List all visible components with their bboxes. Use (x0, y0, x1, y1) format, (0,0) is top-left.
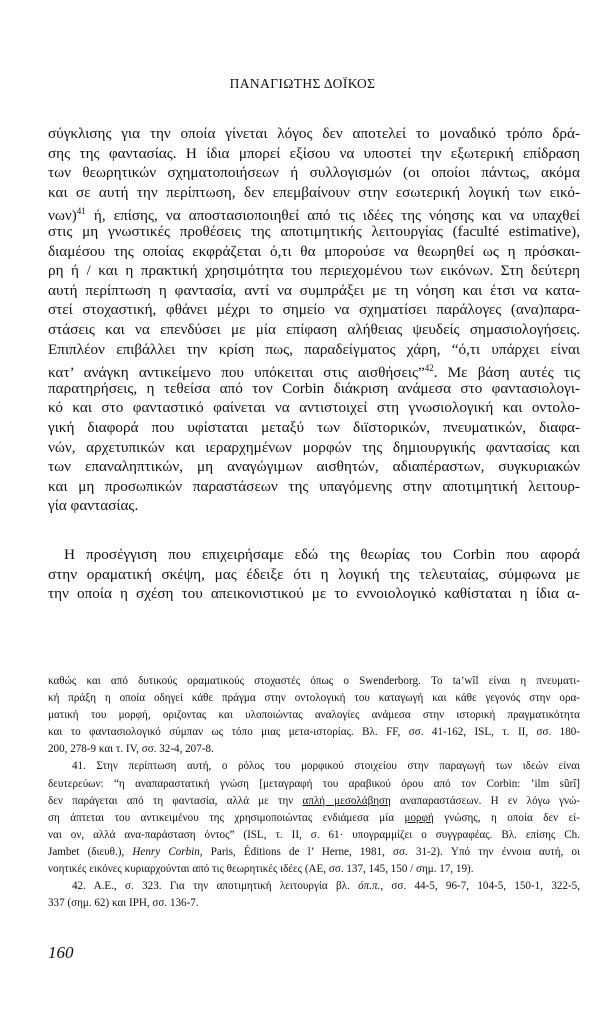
running-header: ΠΑΝΑΓΙΩΤΗΣ ΔΟΪΚΟΣ (229, 76, 376, 91)
text-line (48, 202, 580, 225)
text-line: διαμέσου της οποίας εκφράζεται ό,τι θα μπορούσε να θεωρηθεί ως η πρόσκαι- (48, 242, 580, 260)
text-line: στάσεις και να επενδύσει με μία επίφαση αλήθειας ψευδείς σημασιολογήσεις. (48, 320, 580, 338)
text-span: . Με βάση αυτές τις (433, 364, 581, 382)
italic-abbrev: όπ.π. (358, 880, 381, 893)
page-number: 160 (48, 943, 74, 962)
underlined-text: μορφή (404, 811, 434, 824)
text-line: σης της φαντασίας. Η ίδια μπορεί εξίσου να υποστεί την εξωτερική επίδραση (48, 144, 580, 162)
text-span: δεν παράγεται από τη φαντασία, αλλά με την (48, 794, 303, 807)
text-span: γνώσης, η οποία δεν εί- (433, 811, 580, 824)
text-line: την οποία η σχέση του απεικονιστικού με το εννοιολογικό καθίσταται η ίδια α- (48, 585, 580, 603)
footnote-41-line (48, 810, 580, 827)
text-line: παρατηρήσεις, η τεθείσα από τον Corbin διάκριση ανάμεσα στο φαντασιολογι- (48, 379, 580, 397)
text-line: κό και στο φανταστικό φαίνεται να αντιστοιχεί στη γνωσιολογική και οντολο- (48, 399, 580, 417)
footnote-ref-42: 42 (424, 363, 434, 374)
text-span: Jambet (διευθ.), (48, 845, 133, 858)
footnote-41-line: δευτερεύων: “η αναπαραστατική γνώση [μεταγραφή του αραβικού όρου από τον Corbin: ’ilm sûrî] (48, 777, 580, 790)
text-line: στην οραματική σκέψη, μας έδειξε ότι η λογική της τελευταίας, σύμφωνα με (48, 565, 580, 583)
underlined-text: απλή μεσολάβηση (302, 794, 391, 807)
main-paragraph (48, 124, 580, 516)
text-span: ση άπτεται του αντικειμένου της χρησιμοποιώντας ενδιάμεσα μία (48, 811, 405, 824)
text-line (48, 359, 581, 382)
text-line: αυτή περίπτωση η φαντασία, αντί να συμπράξει με τη νόηση και έτσι να κατα- (48, 281, 580, 299)
text-line: Επιπλέον επιβάλλει την κρίση πως, παραδείγματος χάρη, “ό,τι υπάρχει είναι (48, 340, 580, 358)
text-line: και σε αυτή την περίπτωση, δεν επεμβαίνουν στην εσωτερική λογική των εικό- (48, 183, 580, 201)
text-span: , σσ. 44-5, 96-7, 104-5, 150-1, 322-5, (380, 880, 580, 893)
footnote-line: 200, 278-9 και τ. IV, σσ. 32-4, 207-8. (48, 743, 214, 756)
text-line: Η προσέγγιση που επιχειρήσαμε εδώ της θεωρίας του Corbin που αφορά (64, 546, 580, 563)
text-span: 42. Α.Ε., σ. 323. Για την αποτιμητική λειτουργία βλ. (72, 880, 359, 893)
text-span: ή, επίσης, να αποστασιοποιηθεί από τις ιδέες της νόησης και να υπαχθεί (85, 207, 580, 225)
text-line: των θεωρητικών σχηματοποιήσεων ή συλλογισμών (οι οποίοι πάντως, ακόμα (48, 164, 580, 182)
text-line: γική διαφορά που υφίσταται μεταξύ των διϊστορικών, πνευματικών, διαφα- (48, 418, 580, 436)
text-line: ρη ή / και η πρακτική χρησιμότητα του περιεχομένου των εικόνων. Στη δεύτερη (48, 262, 580, 280)
text-span: , Paris, Éditions de l’ Herne, 1981, σσ. 31-2). Υπό την έννοια αυτή, οι (199, 845, 581, 858)
footnotes (48, 673, 580, 912)
footnote-41-line: ναι ον, αλλά ανα-παράσταση όντος” (ISL, τ. II, σ. 61· υπογραμμίζει ο συγγραφέας. Βλ. επίσης Ch. (48, 828, 580, 841)
text-line: στεί στοχαστική, φθάνει μέχρι το σημείο να σχηματίσει παράλογες (ανα)παρα- (48, 301, 580, 319)
italic-title: Henry Corbin (132, 845, 200, 858)
footnote-41-line (48, 844, 580, 861)
text-line: των επαναληπτικών, μη αναγώγιμων αισθητών, αδιαπέραστων, συγκυριακών (48, 458, 580, 476)
second-paragraph (48, 545, 580, 604)
footnote-41-line (48, 793, 580, 810)
text-line: γία φαντασίας. (48, 497, 139, 515)
footnote-line: κή πράξη η οποία οδηγεί κάθε πράγμα στην οντολογική του καταγωγή και κάθε γεγονός στην ορα- (48, 692, 580, 705)
footnote-ref-41: 41 (76, 206, 86, 217)
footnote-line: ματική του μορφή, οριζοντας και υλοποιώντας αναλογίες ανάμεσα στην ιστορική πραγματικότητα (48, 709, 580, 722)
text-line: νών, αρχετυπικών και ιεραρχημένων μορφών της δημιουργικής φαντασίας και (48, 438, 580, 456)
text-span: κατ’ ανάγκη αντικείμενο που υπόκειται στις αισθήσεις” (48, 364, 425, 382)
text-line: και μη προσωπικών παραστάσεων της υπαγόμενης στην αποτιμητική λειτουρ- (48, 477, 580, 495)
footnote-line: καθώς και από δυτικούς οραματικούς στοχαστές όπως ο Swenderborg. Το ta’wîl είναι η πνευματι- (48, 675, 580, 687)
footnote-41-line: 41. Στην περίπτωση αυτή, ο ρόλος του μορφικού στοιχείου στην παραγωγή των ιδεών είναι (72, 760, 580, 773)
footnote-42-line: 337 (σημ. 62) και IPH, σσ. 136-7. (48, 897, 199, 910)
footnote-line: και το φαντασιολογικό σύμπαν ως τόπο μιας μετα-ιστορίας. Βλ. FF, σσ. 41-162, ISL, τ. II, σσ. 180- (48, 726, 580, 739)
footnote-42-line (48, 878, 580, 895)
text-span: νων) (48, 207, 77, 225)
footnote-41-line: νοητικές εικόνες κυριαρχούνται από τις θεωρητικές ιδέες (AE, σσ. 137, 145, 150 / σημ. 17, 19). (48, 863, 474, 876)
text-line: σύγκλισης για την οποία γίνεται λόγος δεν αποτελεί το μοναδικό τρόπο δρά- (48, 125, 580, 142)
text-span: αναπαραστάσεων. Η εν λόγω γνώ- (390, 794, 580, 807)
text-line: στις μη γνωστικές προθέσεις της αποτιμητικής λειτουργίας (faculté estimative), (48, 222, 580, 240)
